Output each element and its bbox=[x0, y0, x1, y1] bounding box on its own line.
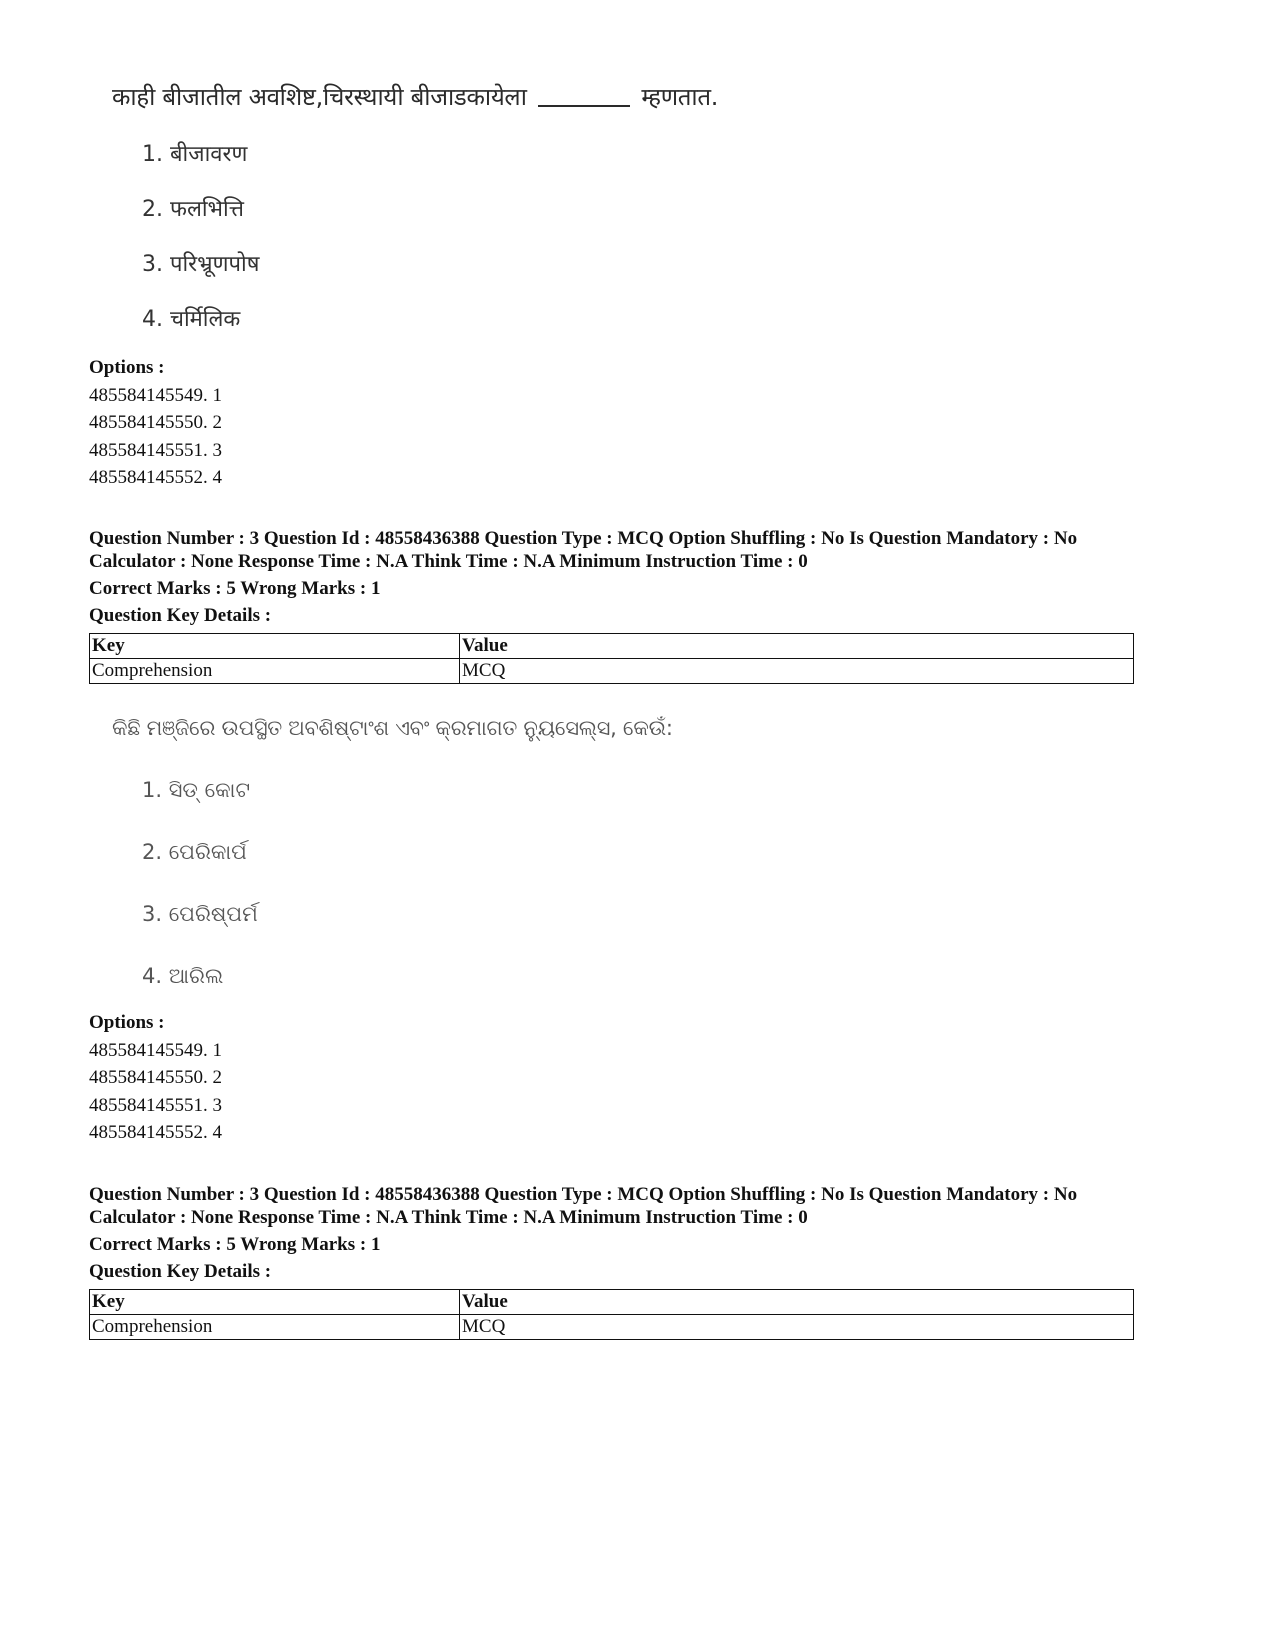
image-option-1: 1. ସିଡ୍ କୋଟ bbox=[142, 778, 251, 802]
key-details-label: Question Key Details : bbox=[89, 1261, 272, 1282]
image-option-3: 3. ପେରିଷ୍ପର୍ମ bbox=[142, 902, 258, 926]
options-list bbox=[89, 354, 222, 492]
image-option-2: 2. ପେରିକାର୍ପ bbox=[142, 840, 247, 864]
image-option-2: 2. फलभित्ति bbox=[142, 197, 244, 222]
options-header: Options : bbox=[89, 357, 165, 378]
meta-line-1: Question Number : 3 Question Id : 48558436388 Question Type : MCQ Option Shuffling : No Is Question Mandatory : No bbox=[89, 528, 1078, 549]
table-row bbox=[90, 1315, 1134, 1340]
option-item: 485584145549. 1 bbox=[89, 1039, 222, 1061]
image-option-3: 3. परिभ्रूणपोष bbox=[142, 252, 260, 277]
question-meta bbox=[89, 1183, 1139, 1283]
table-header-row bbox=[90, 634, 1134, 659]
option-item: 485584145552. 4 bbox=[89, 1122, 222, 1143]
answer-blank bbox=[538, 105, 630, 107]
stem-text-before: काही बीजातील अवशिष्ट,चिरस्थायी बीजाडकायेला bbox=[112, 83, 527, 111]
header-cell-value: Value bbox=[460, 634, 1134, 659]
header-cell-key: Key bbox=[90, 634, 460, 659]
question-stem bbox=[112, 80, 718, 120]
cell-value: MCQ bbox=[460, 1315, 1134, 1340]
table-header-row bbox=[90, 1290, 1134, 1315]
cell-key: Comprehension bbox=[90, 1315, 460, 1340]
table-row bbox=[90, 659, 1134, 684]
key-details-label: Question Key Details : bbox=[89, 605, 272, 626]
marks-line: Correct Marks : 5 Wrong Marks : 1 bbox=[89, 578, 381, 599]
meta-line-2: Calculator : None Response Time : N.A Think Time : N.A Minimum Instruction Time : 0 bbox=[89, 551, 808, 572]
meta-line-1: Question Number : 3 Question Id : 48558436388 Question Type : MCQ Option Shuffling : No Is Question Mandatory : No bbox=[89, 1184, 1078, 1205]
question-meta bbox=[89, 527, 1139, 627]
cell-key: Comprehension bbox=[90, 659, 460, 684]
option-item: 485584145549. 1 bbox=[89, 384, 222, 406]
question-image-marathi bbox=[112, 80, 719, 332]
options-header: Options : bbox=[89, 1012, 165, 1033]
meta-line-2: Calculator : None Response Time : N.A Think Time : N.A Minimum Instruction Time : 0 bbox=[89, 1207, 808, 1228]
key-details-table bbox=[89, 633, 1134, 684]
marks-line: Correct Marks : 5 Wrong Marks : 1 bbox=[89, 1234, 381, 1255]
option-item: 485584145550. 2 bbox=[89, 1067, 222, 1088]
option-item: 485584145551. 3 bbox=[89, 1094, 222, 1116]
stem-text-after: म्हणतात. bbox=[641, 83, 719, 111]
option-item: 485584145552. 4 bbox=[89, 467, 222, 488]
image-option-4: 4. चर्मिलिक bbox=[142, 307, 241, 332]
question-stem bbox=[112, 716, 673, 750]
key-details-table bbox=[89, 1289, 1134, 1340]
option-item: 485584145551. 3 bbox=[89, 439, 222, 461]
question-image-odia bbox=[112, 716, 673, 988]
header-cell-key: Key bbox=[90, 1290, 460, 1315]
header-cell-value: Value bbox=[460, 1290, 1134, 1315]
image-option-4: 4. ଆରିଲ bbox=[142, 964, 224, 988]
cell-value: MCQ bbox=[460, 659, 1134, 684]
option-item: 485584145550. 2 bbox=[89, 412, 222, 433]
stem-text-before: କିଛି ମଞ୍ଜିରେ ଉପସ୍ଥିତ ଅବଶିଷ୍ଟାଂଶ ଏବଂ କ୍ରମାଗତ ନ୍ୟୁସେଲ୍ସ, କେଉଁ: bbox=[112, 716, 673, 740]
image-option-1: 1. बीजावरण bbox=[142, 142, 248, 167]
options-list bbox=[89, 1009, 222, 1147]
